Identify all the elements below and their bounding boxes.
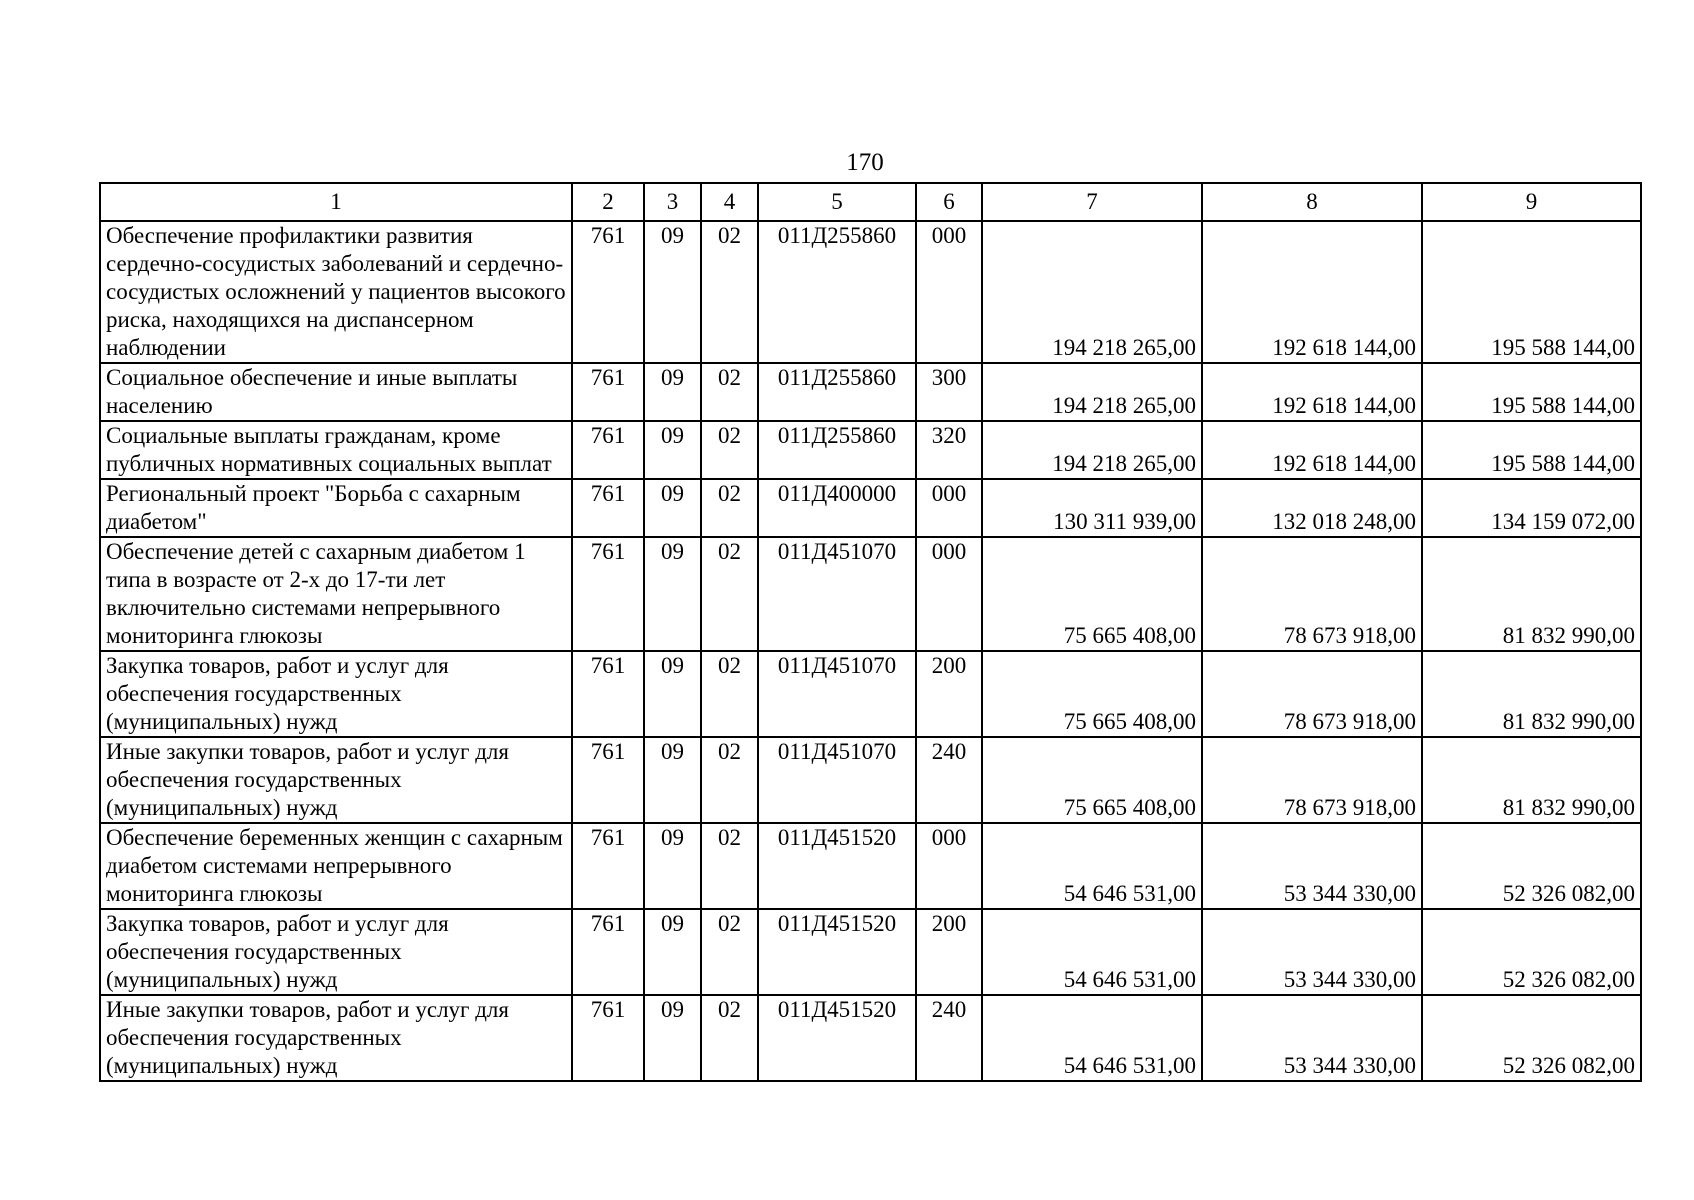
code-grbs: 761: [572, 479, 644, 537]
code-subsection: 02: [701, 363, 758, 421]
amount-col7: 54 646 531,00: [982, 995, 1202, 1081]
code-subsection: 02: [701, 221, 758, 363]
row-description: Обеспечение детей с сахарным диабетом 1 типа в возрасте от 2-х до 17-ти лет включительно системами непрерывного мониторинга глюкозы: [100, 537, 572, 651]
code-target-article: 011Д451070: [758, 537, 916, 651]
code-grbs: 761: [572, 651, 644, 737]
code-target-article: 011Д255860: [758, 421, 916, 479]
amount-col7: 75 665 408,00: [982, 651, 1202, 737]
code-section: 09: [644, 995, 701, 1081]
amount-col7: 194 218 265,00: [982, 421, 1202, 479]
amount-col8: 192 618 144,00: [1202, 221, 1422, 363]
code-subsection: 02: [701, 737, 758, 823]
amount-col9: 195 588 144,00: [1422, 421, 1641, 479]
row-description: Иные закупки товаров, работ и услуг для обеспечения государственных (муниципальных) нужд: [100, 995, 572, 1081]
amount-col8: 53 344 330,00: [1202, 823, 1422, 909]
table-row: [100, 823, 1641, 909]
row-description: Закупка товаров, работ и услуг для обеспечения государственных (муниципальных) нужд: [100, 909, 572, 995]
table-row: [100, 651, 1641, 737]
amount-col9: 52 326 082,00: [1422, 909, 1641, 995]
code-subsection: 02: [701, 823, 758, 909]
column-header: 9: [1422, 183, 1641, 221]
amount-col8: 192 618 144,00: [1202, 421, 1422, 479]
table-row: [100, 363, 1641, 421]
column-header: 8: [1202, 183, 1422, 221]
amount-col7: 75 665 408,00: [982, 537, 1202, 651]
code-target-article: 011Д451520: [758, 995, 916, 1081]
code-grbs: 761: [572, 909, 644, 995]
row-description: Обеспечение профилактики развития сердечно-сосудистых заболеваний и сердечно-сосудистых осложнений у пациентов высокого риска, находящихся на диспансерном наблюдении: [100, 221, 572, 363]
amount-col9: 134 159 072,00: [1422, 479, 1641, 537]
code-section: 09: [644, 537, 701, 651]
amount-col7: 75 665 408,00: [982, 737, 1202, 823]
code-subsection: 02: [701, 651, 758, 737]
code-subsection: 02: [701, 537, 758, 651]
code-section: 09: [644, 421, 701, 479]
amount-col9: 81 832 990,00: [1422, 537, 1641, 651]
column-header: 4: [701, 183, 758, 221]
code-grbs: 761: [572, 363, 644, 421]
code-target-article: 011Д451070: [758, 651, 916, 737]
code-subsection: 02: [701, 909, 758, 995]
table-body: [100, 221, 1641, 1081]
column-header: 1: [100, 183, 572, 221]
code-section: 09: [644, 909, 701, 995]
column-header: 6: [916, 183, 982, 221]
table-row: [100, 221, 1641, 363]
table-row: [100, 737, 1641, 823]
page-number: 170: [846, 149, 884, 176]
code-target-article: 011Д255860: [758, 363, 916, 421]
code-section: 09: [644, 363, 701, 421]
amount-col7: 130 311 939,00: [982, 479, 1202, 537]
amount-col9: 52 326 082,00: [1422, 823, 1641, 909]
amount-col7: 54 646 531,00: [982, 909, 1202, 995]
code-subsection: 02: [701, 479, 758, 537]
code-expense-type: 240: [916, 995, 982, 1081]
code-target-article: 011Д451520: [758, 909, 916, 995]
amount-col8: 78 673 918,00: [1202, 737, 1422, 823]
code-grbs: 761: [572, 995, 644, 1081]
budget-table: [99, 182, 1642, 1082]
code-expense-type: 000: [916, 479, 982, 537]
code-expense-type: 000: [916, 823, 982, 909]
row-description: Закупка товаров, работ и услуг для обеспечения государственных (муниципальных) нужд: [100, 651, 572, 737]
code-expense-type: 200: [916, 909, 982, 995]
amount-col9: 81 832 990,00: [1422, 651, 1641, 737]
amount-col8: 53 344 330,00: [1202, 909, 1422, 995]
code-grbs: 761: [572, 421, 644, 479]
amount-col8: 78 673 918,00: [1202, 651, 1422, 737]
code-target-article: 011Д451070: [758, 737, 916, 823]
amount-col7: 194 218 265,00: [982, 363, 1202, 421]
code-target-article: 011Д255860: [758, 221, 916, 363]
code-target-article: 011Д451520: [758, 823, 916, 909]
amount-col7: 54 646 531,00: [982, 823, 1202, 909]
code-section: 09: [644, 823, 701, 909]
amount-col9: 81 832 990,00: [1422, 737, 1641, 823]
amount-col9: 195 588 144,00: [1422, 221, 1641, 363]
row-description: Иные закупки товаров, работ и услуг для обеспечения государственных (муниципальных) нужд: [100, 737, 572, 823]
code-expense-type: 300: [916, 363, 982, 421]
table-row: [100, 479, 1641, 537]
code-expense-type: 000: [916, 221, 982, 363]
table-row: [100, 421, 1641, 479]
amount-col9: 195 588 144,00: [1422, 363, 1641, 421]
code-section: 09: [644, 737, 701, 823]
row-description: Социальные выплаты гражданам, кроме публичных нормативных социальных выплат: [100, 421, 572, 479]
column-header: 3: [644, 183, 701, 221]
column-header: 2: [572, 183, 644, 221]
code-expense-type: 240: [916, 737, 982, 823]
row-description: Региональный проект "Борьба с сахарным диабетом": [100, 479, 572, 537]
code-grbs: 761: [572, 221, 644, 363]
column-header: 5: [758, 183, 916, 221]
code-expense-type: 320: [916, 421, 982, 479]
amount-col8: 53 344 330,00: [1202, 995, 1422, 1081]
code-section: 09: [644, 221, 701, 363]
code-section: 09: [644, 651, 701, 737]
code-grbs: 761: [572, 823, 644, 909]
column-header: 7: [982, 183, 1202, 221]
amount-col8: 192 618 144,00: [1202, 363, 1422, 421]
code-target-article: 011Д400000: [758, 479, 916, 537]
row-description: Обеспечение беременных женщин с сахарным диабетом системами непрерывного мониторинга глюкозы: [100, 823, 572, 909]
code-section: 09: [644, 479, 701, 537]
code-subsection: 02: [701, 995, 758, 1081]
amount-col8: 132 018 248,00: [1202, 479, 1422, 537]
code-expense-type: 000: [916, 537, 982, 651]
table-row: [100, 909, 1641, 995]
header-row: [100, 183, 1641, 221]
table-row: [100, 537, 1641, 651]
code-expense-type: 200: [916, 651, 982, 737]
amount-col7: 194 218 265,00: [982, 221, 1202, 363]
amount-col8: 78 673 918,00: [1202, 537, 1422, 651]
code-grbs: 761: [572, 737, 644, 823]
row-description: Социальное обеспечение и иные выплаты населению: [100, 363, 572, 421]
amount-col9: 52 326 082,00: [1422, 995, 1641, 1081]
code-subsection: 02: [701, 421, 758, 479]
table-row: [100, 995, 1641, 1081]
code-grbs: 761: [572, 537, 644, 651]
